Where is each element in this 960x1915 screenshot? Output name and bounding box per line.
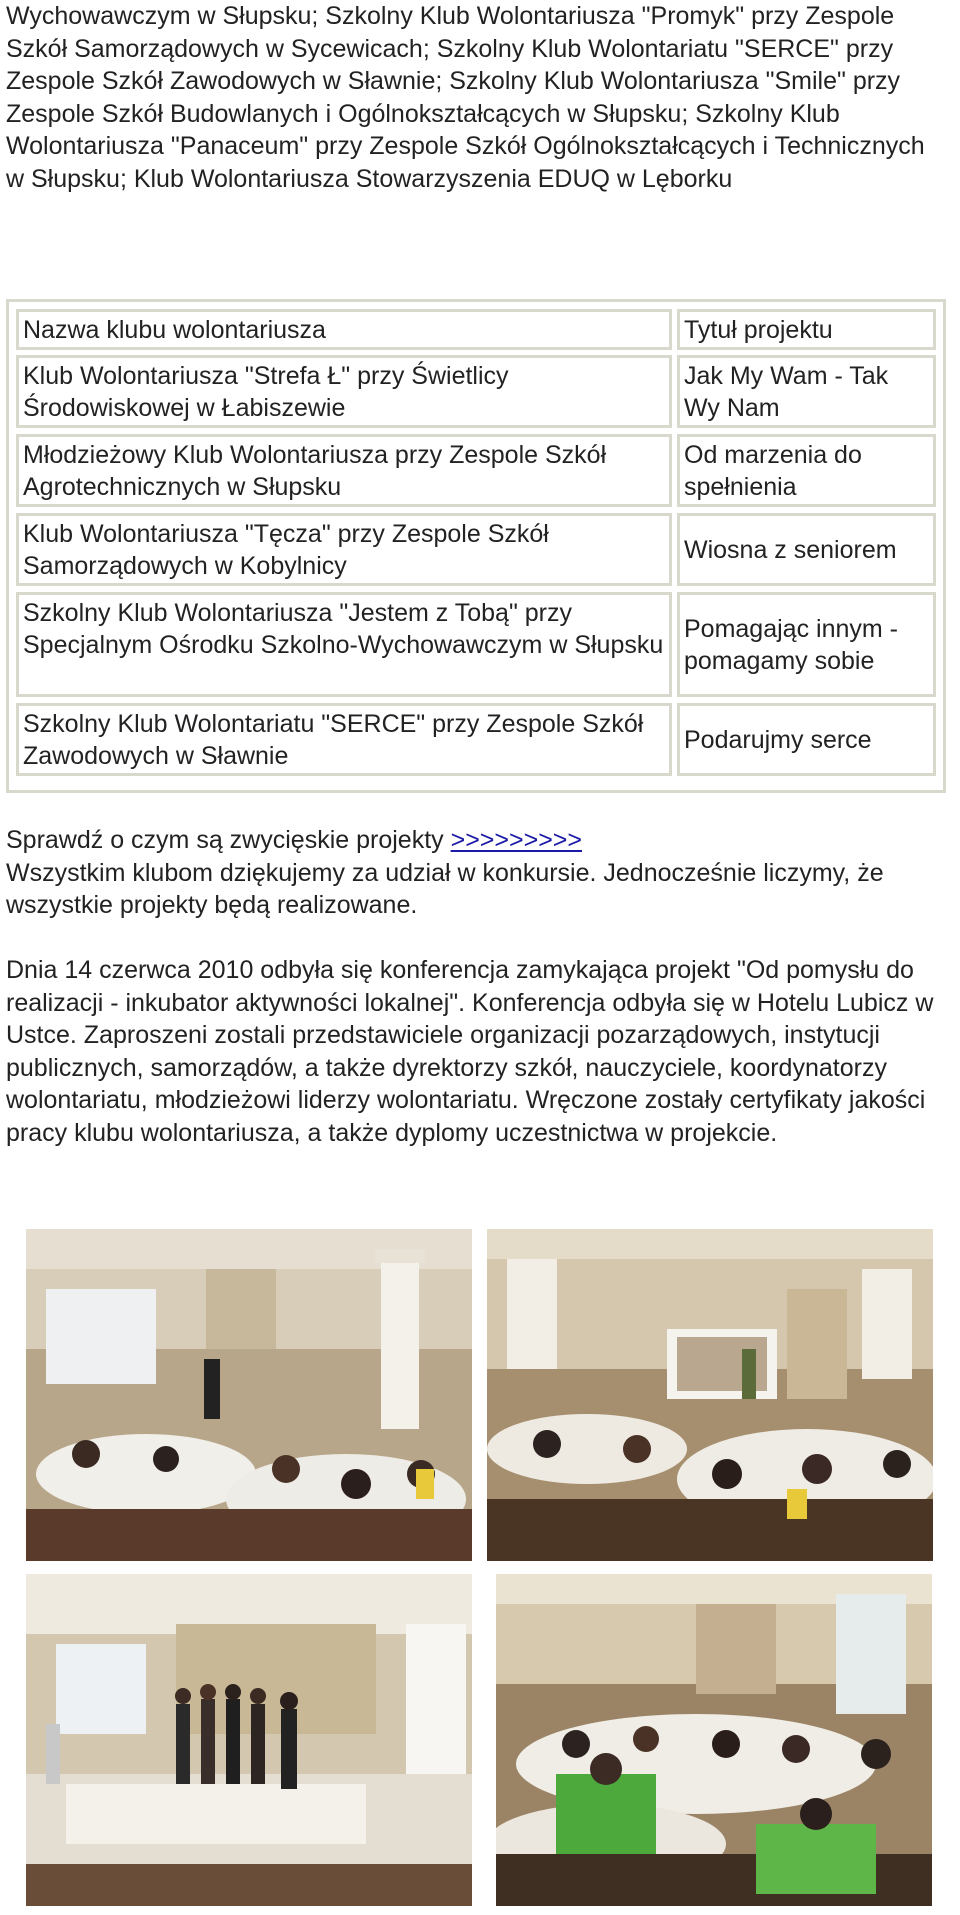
table-header-project: Tytuł projektu [677, 309, 936, 350]
table-cell-project-text: Wiosna z seniorem [684, 535, 897, 564]
intro-paragraph: Wychowawczym w Słupsku; Szkolny Klub Wolontariusza "Promyk" przy Zespole Szkół Samorządowych w Sycewicach; Szkolny Klub Wolontariatu "SERCE" przy Zespole Szkół Zawodowych w Sławnie; Szkolny Klub Wolontariusza "Smile" przy Zespole Szkół Budowlanych i Ogólnokształcących w Słupsku; Szkolny Klub Wolontariusza "Panaceum" przy Zespole Szkół Ogólnokształcących i Technicznych w Słupsku; Klub Wolontariusza Stowarzyszenia EDUQ w Lęborku [6, 2, 925, 193]
table-header-club: Nazwa klubu wolontariusza [16, 309, 672, 350]
conference-photo-1 [26, 1229, 472, 1561]
table-cell-club: Klub Wolontariusza "Strefa Ł" przy Świetlicy Środowiskowej w Łabiszewie [16, 355, 672, 428]
projects-link[interactable]: >>>>>>>>> [450, 826, 582, 854]
table-cell-project-text: Pomagając innym - pomagamy sobie [684, 614, 898, 675]
check-projects-text: Sprawdź o czym są zwycięskie projekty [6, 826, 451, 854]
conference-photo-3 [26, 1574, 472, 1906]
table-cell-project-text: Podarujmy serce [684, 725, 872, 754]
conference-paragraph: Dnia 14 czerwca 2010 odbyła się konferencja zamykająca projekt "Od pomysłu do realizacji - inkubator aktywności lokalnej". Konferencja odbyła się w Hotelu Lubicz w Ustce. Zaproszeni zostali przedstawiciele organizacji pozarządowych, instytucji publicznych, samorządów, a także dyrektorzy szkół, nauczyciele, koordynatorzy wolontariatu, młodzieżowi liderzy wolontariatu. Wręczone zostały certyfikaty jakości pracy klubu wolontariusza, a także dyplomy uczestnictwa w projekcie. [6, 956, 934, 1147]
conference-photo-2 [487, 1229, 933, 1561]
table-cell-club: Młodzieżowy Klub Wolontariusza przy Zespole Szkół Agrotechnicznych w Słupsku [16, 434, 672, 507]
table-cell-club: Klub Wolontariusza "Tęcza" przy Zespole Szkół Samorządowych w Kobylnicy [16, 513, 672, 586]
table-cell-project: Od marzenia do spełnienia [677, 434, 936, 507]
conference-photo-4 [496, 1574, 932, 1906]
table-cell-project: Jak My Wam - Tak Wy Nam [677, 355, 936, 428]
table-cell-club: Szkolny Klub Wolontariusza "Jestem z Tobą" przy Specjalnym Ośrodku Szkolno-Wychowawczym w Słupsku [16, 592, 672, 697]
thanks-text: Wszystkim klubom dziękujemy za udział w konkursie. Jednocześnie liczymy, że wszystkie projekty będą realizowane. [6, 858, 884, 919]
table-cell-project [677, 513, 936, 586]
table-cell-project [677, 703, 936, 776]
table-cell-project [677, 592, 936, 697]
table-cell-club: Szkolny Klub Wolontariatu "SERCE" przy Zespole Szkół Zawodowych w Sławnie [16, 703, 672, 776]
clubs-table [6, 299, 946, 793]
results-paragraph [6, 824, 946, 922]
